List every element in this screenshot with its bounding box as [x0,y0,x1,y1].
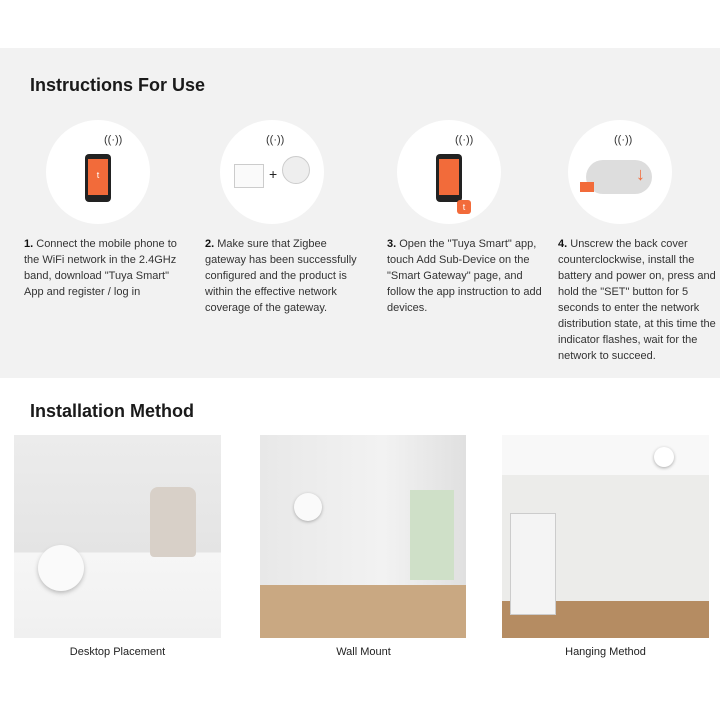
step1-illustration [46,120,150,224]
wall-mount-photo [260,435,466,638]
step3-illustration [397,120,501,224]
wifi-icon: ((·)) [104,134,123,146]
gateway-icon [234,164,264,188]
wifi-icon: ((·)) [266,134,285,146]
sensor-icon [282,156,310,184]
diffuser-bottle [150,487,196,557]
installation-title: Installation Method [30,401,194,421]
floor [260,585,466,638]
step-3: 3. Open the "Tuya Smart" app, touch Add Sub-Device on the "Smart Gateway" page, and follow the app instruction to add devices. [387,238,542,314]
wifi-icon: ((·)) [614,134,633,146]
phone-icon [85,154,111,202]
sensor-device [294,493,322,521]
window [410,490,454,580]
step-1: 1. Connect the mobile phone to the WiFi network in the 2.4GHz band, download "Tuya Smart" App and register / log in [24,238,177,298]
step2-illustration [220,120,324,224]
plus-icon: + [269,166,278,182]
arrow-down-icon: ↓ [636,164,645,184]
wifi-icon: ((·)) [455,134,474,146]
tuya-icon: t [457,200,471,214]
step-4: 4. Unscrew the back cover counterclockwise, install the battery and power on, press and hold the "SET" button for 5 seconds to enter the network distribution state, at this time the indicator flashes, wait for the network to succeed. [558,238,716,362]
battery-icon [580,182,594,192]
tuya-icon: t [91,168,105,182]
step-2: 2. Make sure that Zigbee gateway has been successfully configured and the product is within the effective network coverage of the gateway. [205,238,357,314]
hanging-method-photo [502,435,709,638]
door [510,513,556,615]
step4-illustration [568,120,672,224]
ceiling [502,435,709,475]
phone-icon [436,154,462,202]
caption-desktop: Desktop Placement [69,646,166,658]
instructions-title: Instructions For Use [30,75,206,95]
sensor-device [654,447,674,467]
caption-wall: Wall Mount [336,646,391,658]
sensor-device [38,545,84,591]
caption-hanging: Hanging Method [565,646,646,658]
desktop-placement-photo [14,435,221,638]
